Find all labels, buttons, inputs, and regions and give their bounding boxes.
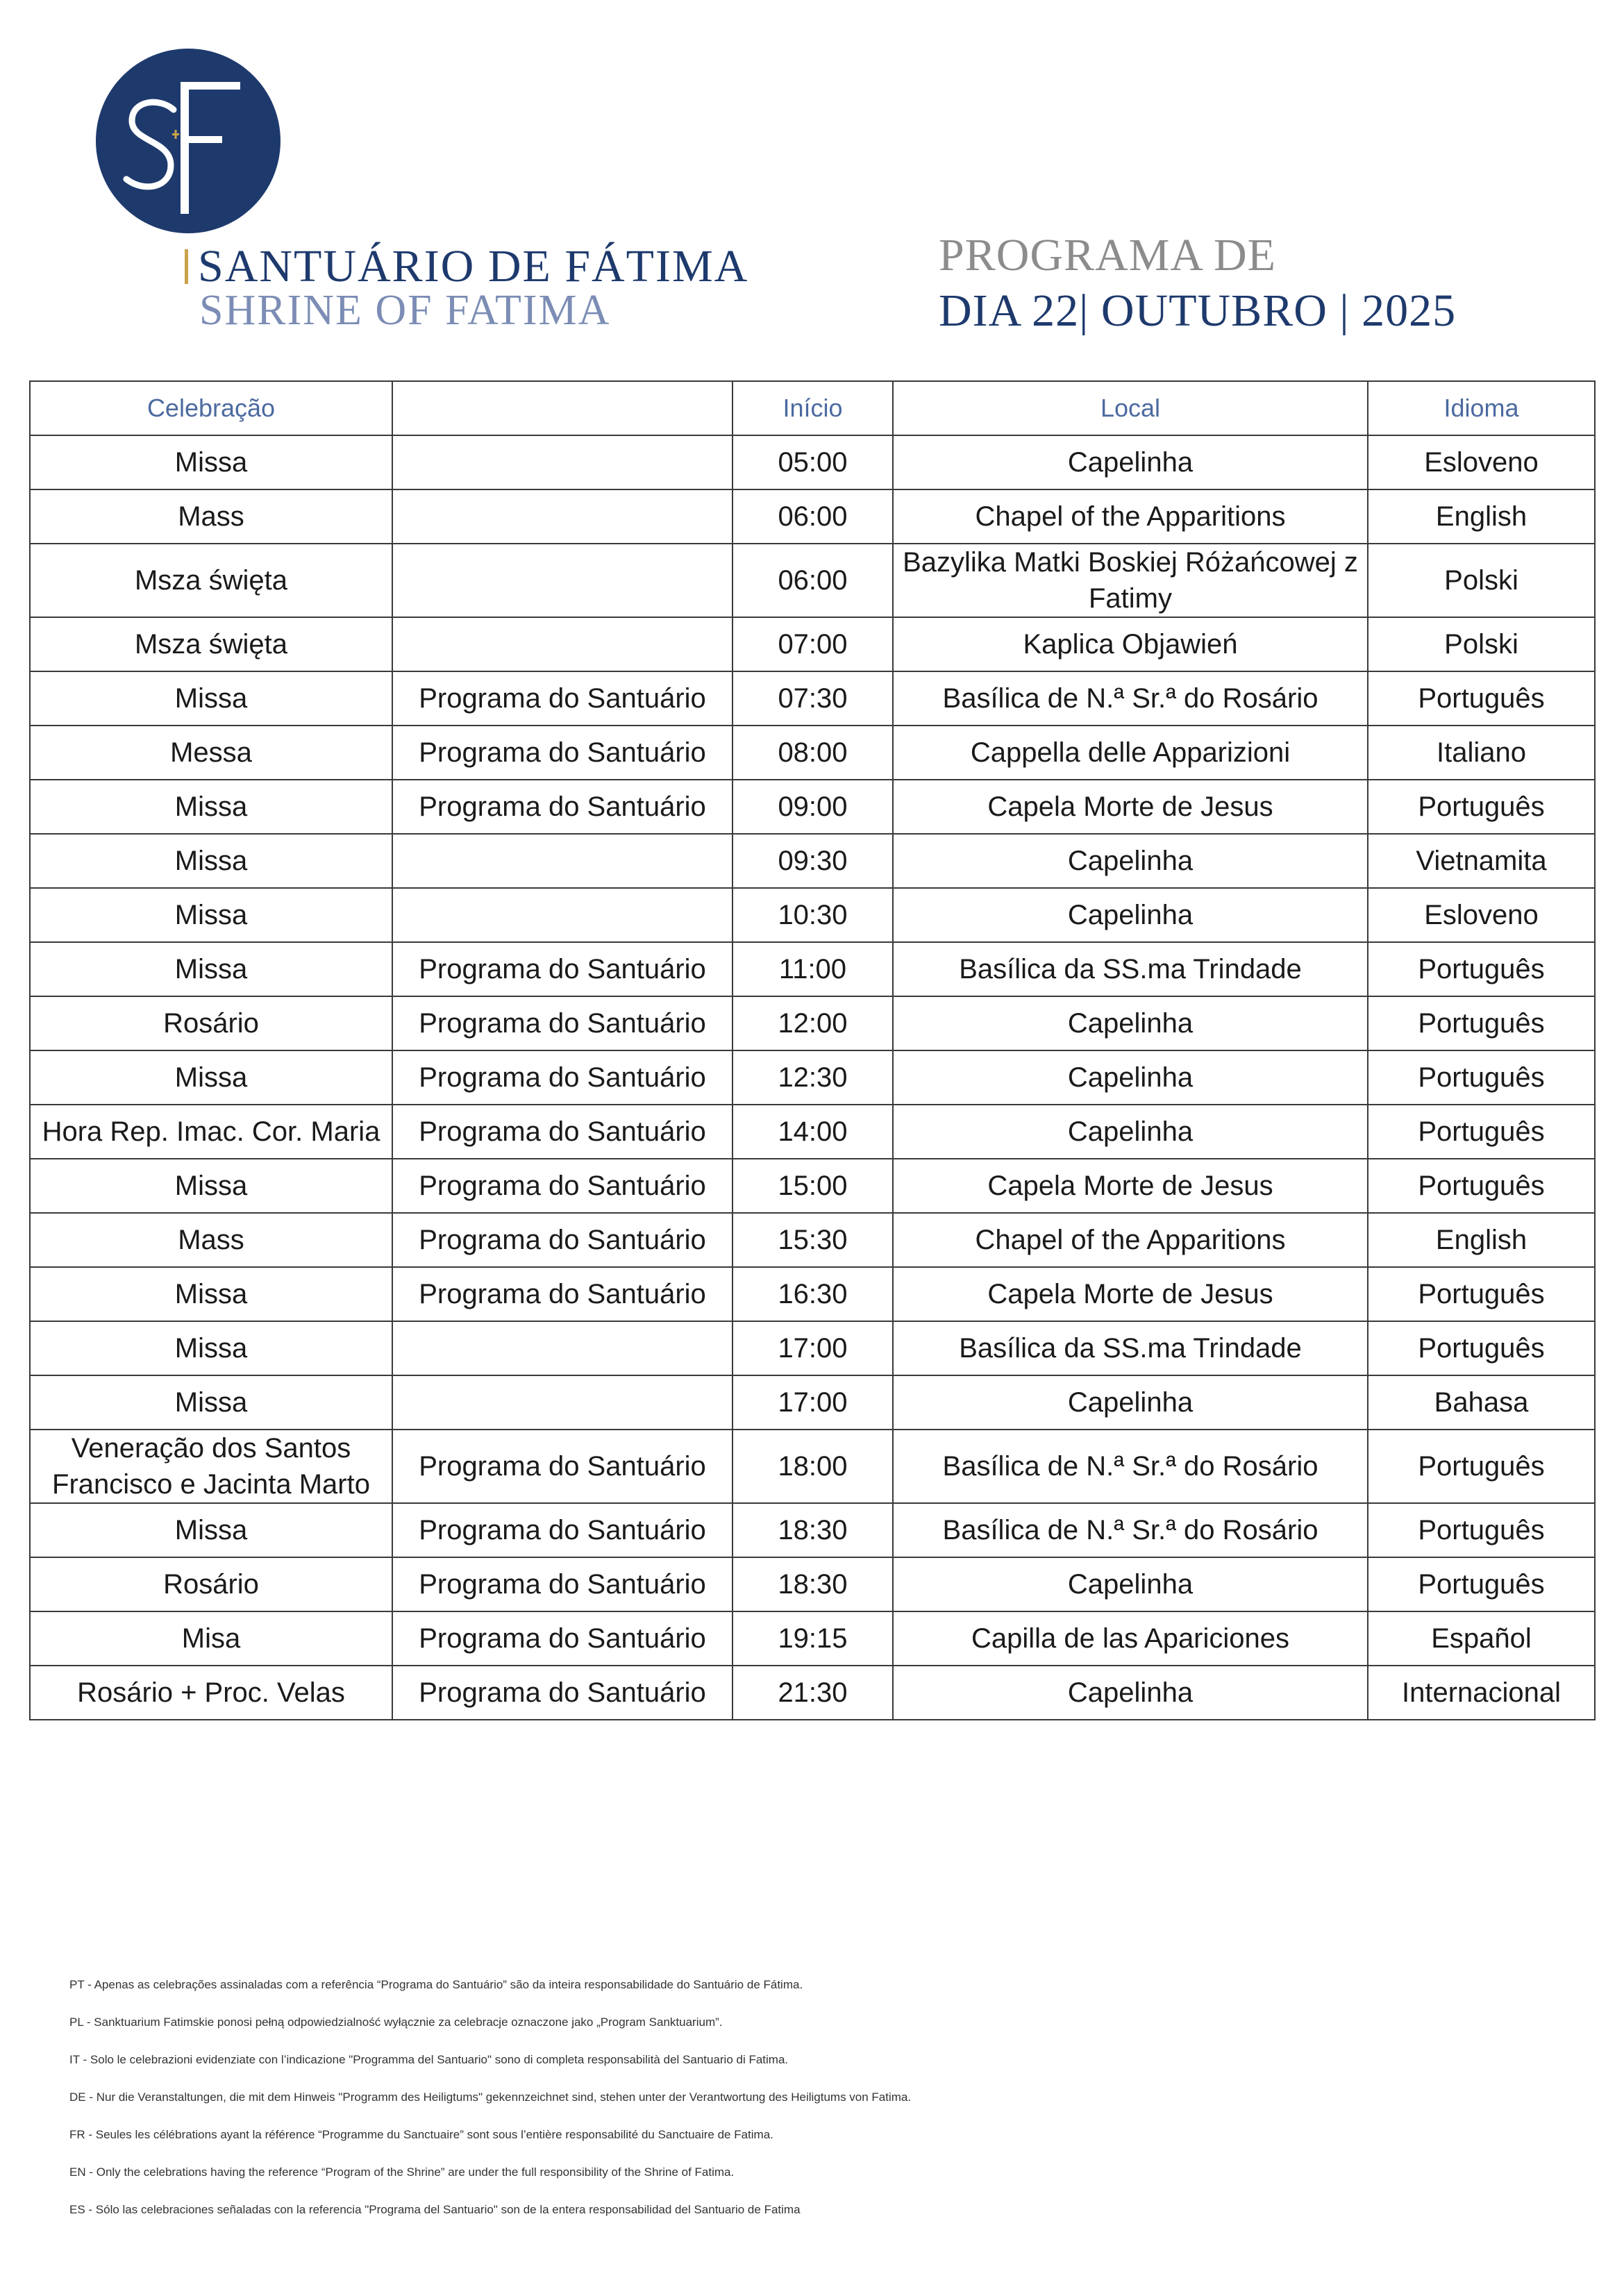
sf-monogram-icon [96, 49, 281, 233]
table-row [30, 780, 1595, 834]
cell-location: Capilla de las Apariciones [893, 1611, 1368, 1666]
cell-start: 16:30 [733, 1267, 893, 1321]
cell-language: Italiano [1368, 726, 1595, 780]
cell-start: 05:00 [733, 435, 893, 489]
header-location: Local [893, 381, 1368, 435]
footnote: DE - Nur die Veranstaltungen, die mit dem Hinweis "Programm des Heiligtums" gekennzeichnet sind, stehen unter der Verantwortung des Heiligtums von Fatima. [69, 2090, 912, 2104]
cell-celebration: Missa [30, 1267, 392, 1321]
cell-language: Polski [1368, 544, 1595, 617]
cell-location: Capelinha [893, 996, 1368, 1050]
cell-program: Programa do Santuário [392, 1159, 733, 1213]
cell-program [392, 1375, 733, 1430]
table-row [30, 1105, 1595, 1159]
cell-program [392, 888, 733, 942]
cell-celebration: Messa [30, 726, 392, 780]
cell-celebration: Rosário [30, 996, 392, 1050]
cell-program: Programa do Santuário [392, 1105, 733, 1159]
cell-location: Capela Morte de Jesus [893, 780, 1368, 834]
cell-start: 21:30 [733, 1666, 893, 1720]
table-row [30, 1321, 1595, 1375]
table-row [30, 996, 1595, 1050]
cell-celebration: Missa [30, 942, 392, 996]
cell-language: Português [1368, 1430, 1595, 1503]
program-title-line1: PROGRAMA DE [939, 230, 1276, 280]
table-row [30, 1159, 1595, 1213]
cell-location [893, 544, 1368, 617]
footnote: PL - Sanktuarium Fatimskie ponosi pełną odpowiedzialność wyłącznie za celebracje oznaczone jako „Program Sanktuarium”. [69, 2016, 723, 2029]
cell-location: Chapel of the Apparitions [893, 489, 1368, 544]
table-row [30, 942, 1595, 996]
table-header-row [30, 381, 1595, 435]
header-language: Idioma [1368, 381, 1595, 435]
cell-start: 15:00 [733, 1159, 893, 1213]
cell-location: Basílica de N.ª Sr.ª do Rosário [893, 1503, 1368, 1557]
schedule-table [29, 380, 1596, 1720]
cell-start: 17:00 [733, 1321, 893, 1375]
cell-location: Capelinha [893, 888, 1368, 942]
footnote: IT - Solo le celebrazioni evidenziate con l’indicazione "Programma del Santuario" sono di completa responsabilità del Santuario di Fatima. [69, 2053, 789, 2066]
cell-celebration: Missa [30, 1375, 392, 1430]
cell-program: Programa do Santuário [392, 1050, 733, 1105]
cell-celebration: Missa [30, 1321, 392, 1375]
footnotes [69, 1976, 1562, 2238]
cell-language: Português [1368, 996, 1595, 1050]
cell-celebration-text: Veneração dos Santos Francisco e Jacinta Marto [52, 1433, 370, 1500]
cell-celebration: Mass [30, 489, 392, 544]
cell-program: Programa do Santuário [392, 942, 733, 996]
cell-language: Internacional [1368, 1666, 1595, 1720]
cell-celebration: Missa [30, 1159, 392, 1213]
footnote: FR - Seules les célébrations ayant la référence “Programme du Sanctuaire” sont sous l’entière responsabilité du Sanctuaire de Fatima. [69, 2128, 773, 2141]
header-start: Início [733, 381, 893, 435]
cell-language: Vietnamita [1368, 834, 1595, 888]
cell-language: Português [1368, 780, 1595, 834]
cell-language: Español [1368, 1611, 1595, 1666]
cell-location: Capelinha [893, 834, 1368, 888]
table-row [30, 435, 1595, 489]
cell-celebration: Missa [30, 780, 392, 834]
cell-celebration: Hora Rep. Imac. Cor. Maria [30, 1105, 392, 1159]
cell-start: 07:30 [733, 671, 893, 726]
table-row [30, 888, 1595, 942]
footnote: PT - Apenas as celebrações assinaladas com a referência “Programa do Santuário” são da inteira responsabilidade do Santuário de Fátima. [69, 1978, 803, 1991]
cell-program: Programa do Santuário [392, 1666, 733, 1720]
table-row [30, 1503, 1595, 1557]
cell-start: 11:00 [733, 942, 893, 996]
table-row [30, 1557, 1595, 1611]
cell-start: 07:00 [733, 617, 893, 671]
cell-program: Programa do Santuário [392, 1557, 733, 1611]
cell-start: 12:00 [733, 996, 893, 1050]
cell-language: Bahasa [1368, 1375, 1595, 1430]
cell-language: Português [1368, 1557, 1595, 1611]
cell-language: Esloveno [1368, 888, 1595, 942]
cell-celebration: Msza święta [30, 544, 392, 617]
cell-location: Capelinha [893, 1105, 1368, 1159]
cell-celebration: Msza święta [30, 617, 392, 671]
cell-language: English [1368, 1213, 1595, 1267]
cell-location: Basílica da SS.ma Trindade [893, 942, 1368, 996]
cell-program [392, 617, 733, 671]
table-row [30, 1611, 1595, 1666]
cell-start: 08:00 [733, 726, 893, 780]
cell-language: Português [1368, 671, 1595, 726]
cell-start: 06:00 [733, 544, 893, 617]
cell-celebration: Rosário + Proc. Velas [30, 1666, 392, 1720]
footnote: ES - Sólo las celebraciones señaladas con la referencia "Programa del Santuario" son de la entera responsabilidad del Santuario de Fatima [69, 2203, 801, 2216]
cell-program [392, 435, 733, 489]
cell-location: Cappella delle Apparizioni [893, 726, 1368, 780]
brand-name-pt [185, 240, 748, 293]
cell-celebration: Missa [30, 435, 392, 489]
cell-program: Programa do Santuário [392, 1611, 733, 1666]
cell-location: Capela Morte de Jesus [893, 1267, 1368, 1321]
cell-location: Basílica da SS.ma Trindade [893, 1321, 1368, 1375]
table-row [30, 1267, 1595, 1321]
cell-start: 10:30 [733, 888, 893, 942]
cell-program: Programa do Santuário [392, 1503, 733, 1557]
cell-start: 06:00 [733, 489, 893, 544]
cell-location: Capelinha [893, 1557, 1368, 1611]
cell-language: Português [1368, 1503, 1595, 1557]
table-row [30, 617, 1595, 671]
cell-location: Kaplica Objawień [893, 617, 1368, 671]
cell-program [392, 489, 733, 544]
cell-start: 18:30 [733, 1503, 893, 1557]
cell-location: Capelinha [893, 435, 1368, 489]
program-title-date: DIA 22| OUTUBRO | 2025 [939, 285, 1457, 336]
brand-accent-bar [185, 249, 188, 284]
table-row [30, 726, 1595, 780]
table-row [30, 489, 1595, 544]
cell-language: Português [1368, 1321, 1595, 1375]
table-row [30, 1050, 1595, 1105]
cell-celebration: Missa [30, 671, 392, 726]
header-celebration: Celebração [30, 381, 392, 435]
brand-name-en: SHRINE OF FATIMA [199, 287, 611, 334]
cell-location: Capelinha [893, 1666, 1368, 1720]
cell-start: 17:00 [733, 1375, 893, 1430]
header-program [392, 381, 733, 435]
table-row [30, 671, 1595, 726]
cell-language: Polski [1368, 617, 1595, 671]
cell-celebration: Missa [30, 1050, 392, 1105]
cell-location: Capelinha [893, 1375, 1368, 1430]
cell-language: Português [1368, 942, 1595, 996]
table-row [30, 1666, 1595, 1720]
table-row [30, 834, 1595, 888]
footnote: EN - Only the celebrations having the reference “Program of the Shrine” are under the full responsibility of the Shrine of Fatima. [69, 2165, 735, 2179]
cell-program: Programa do Santuário [392, 1267, 733, 1321]
cell-program: Programa do Santuário [392, 726, 733, 780]
cell-celebration: Mass [30, 1213, 392, 1267]
cell-location: Basílica de N.ª Sr.ª do Rosário [893, 1430, 1368, 1503]
cell-program: Programa do Santuário [392, 671, 733, 726]
cell-location-text: Bazylika Matki Boskiej Różańcowej z Fatimy [903, 547, 1358, 614]
cell-start: 14:00 [733, 1105, 893, 1159]
cell-program: Programa do Santuário [392, 1430, 733, 1503]
cell-start: 09:30 [733, 834, 893, 888]
cell-program [392, 544, 733, 617]
table-row [30, 1430, 1595, 1503]
cell-location: Capelinha [893, 1050, 1368, 1105]
cell-start: 19:15 [733, 1611, 893, 1666]
table-row [30, 1375, 1595, 1430]
cell-program: Programa do Santuário [392, 996, 733, 1050]
cell-program [392, 834, 733, 888]
cell-program: Programa do Santuário [392, 1213, 733, 1267]
cell-language: Português [1368, 1050, 1595, 1105]
cell-start: 09:00 [733, 780, 893, 834]
table-row [30, 544, 1595, 617]
brand-name-pt-text: SANTUÁRIO DE FÁTIMA [198, 241, 749, 292]
cell-start: 18:00 [733, 1430, 893, 1503]
cell-location: Chapel of the Apparitions [893, 1213, 1368, 1267]
cell-language: Esloveno [1368, 435, 1595, 489]
cell-celebration: Rosário [30, 1557, 392, 1611]
cell-celebration: Missa [30, 1503, 392, 1557]
cell-location: Capela Morte de Jesus [893, 1159, 1368, 1213]
table-row [30, 1213, 1595, 1267]
cell-celebration: Misa [30, 1611, 392, 1666]
cell-start: 12:30 [733, 1050, 893, 1105]
cell-celebration: Missa [30, 888, 392, 942]
cell-language: English [1368, 489, 1595, 544]
cell-start: 15:30 [733, 1213, 893, 1267]
cell-location: Basílica de N.ª Sr.ª do Rosário [893, 671, 1368, 726]
cell-celebration [30, 1430, 392, 1503]
cell-program: Programa do Santuário [392, 780, 733, 834]
cell-language: Português [1368, 1105, 1595, 1159]
cell-celebration: Missa [30, 834, 392, 888]
cell-start: 18:30 [733, 1557, 893, 1611]
cell-program [392, 1321, 733, 1375]
cell-language: Português [1368, 1267, 1595, 1321]
cell-language: Português [1368, 1159, 1595, 1213]
